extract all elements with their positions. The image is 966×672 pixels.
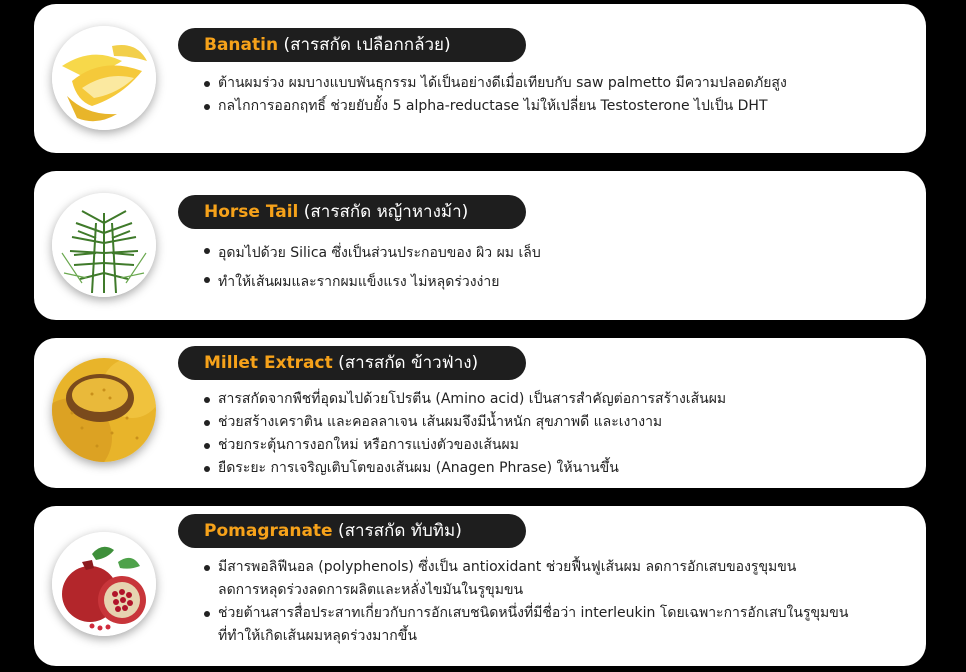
list-item: ช่วยกระตุ้นการงอกใหม่ หรือการแบ่งตัวของเส้นผม	[204, 434, 904, 457]
ingredient-benefit-list	[204, 239, 904, 297]
ingredient-card-horse-tail	[34, 171, 926, 320]
ingredient-title	[178, 28, 526, 62]
ingredient-name: Banatin	[204, 35, 279, 55]
list-item: ยืดระยะ การเจริญเติบโตของเส้นผม (Anagen Phrase) ให้นานขึ้น	[204, 457, 904, 480]
ingredient-name: Millet Extract	[204, 353, 333, 373]
list-item: ช่วยต้านสารสื่อประสาทเกี่ยวกับการอักเสบชนิดหนึ่งที่มีชื่อว่า interleukin โดยเฉพาะการอักเสบในรูขุมขน ที่ทำให้เกิดเส้นผมหลุดร่วงมากขึ้น	[204, 602, 904, 648]
ingredient-card-millet-extract	[34, 338, 926, 488]
ingredient-benefit-list	[204, 72, 904, 118]
list-item: ต้านผมร่วง ผมบางแบบพันธุกรรม ได้เป็นอย่างดีเมื่อเทียบกับ saw palmetto มีความปลอดภัยสูง	[204, 72, 904, 95]
list-item: กลไกการออกฤทธิ์ ช่วยยับยั้ง 5 alpha-reductase ไม่ให้เปลี่ยน Testosterone ไปเป็น DHT	[204, 95, 904, 118]
ingredient-thai-name: (สารสกัด เปลือกกล้วย)	[283, 35, 451, 55]
ingredient-benefit-list	[204, 556, 904, 648]
list-item: สารสกัดจากพืชที่อุดมไปด้วยโปรตีน (Amino acid) เป็นสารสำคัญต่อการสร้างเส้นผม	[204, 388, 904, 411]
list-item: อุดมไปด้วย Silica ซึ่งเป็นส่วนประกอบของ ผิว ผม เล็บ	[204, 239, 904, 268]
ingredient-thai-name: (สารสกัด หญ้าหางม้า)	[303, 202, 469, 222]
ingredient-title	[178, 514, 526, 548]
ingredient-title	[178, 195, 526, 229]
ingredient-card-pomagranate	[34, 506, 926, 666]
list-item: ช่วยสร้างเคราติน และคอลลาเจน เส้นผมจึงมีน้ำหนัก สุขภาพดี และเงางาม	[204, 411, 904, 434]
list-item: มีสารพอลิฟีนอล (polyphenols) ซึ่งเป็น antioxidant ช่วยฟื้นฟูเส้นผม ลดการอักเสบของรูขุมขน ลดการหลุดร่วงลดการผลิตและหลั่งไขมันในรูขุมขน	[204, 556, 904, 602]
ingredient-thai-name: (สารสกัด ข้าวฟ่าง)	[338, 353, 479, 373]
ingredient-name: Pomagranate	[204, 521, 333, 541]
pomegranate-icon	[52, 532, 156, 636]
ingredient-name: Horse Tail	[204, 202, 299, 222]
horsetail-plant-icon	[52, 193, 156, 297]
banana-peel-icon	[52, 26, 156, 130]
ingredient-thai-name: (สารสกัด ทับทิม)	[338, 521, 462, 541]
millet-grain-icon	[52, 358, 156, 462]
list-item: ทำให้เส้นผมและรากผมแข็งแรง ไม่หลุดร่วงง่าย	[204, 268, 904, 297]
ingredient-title	[178, 346, 526, 380]
ingredient-card-banatin	[34, 4, 926, 153]
ingredient-benefit-list	[204, 388, 904, 480]
